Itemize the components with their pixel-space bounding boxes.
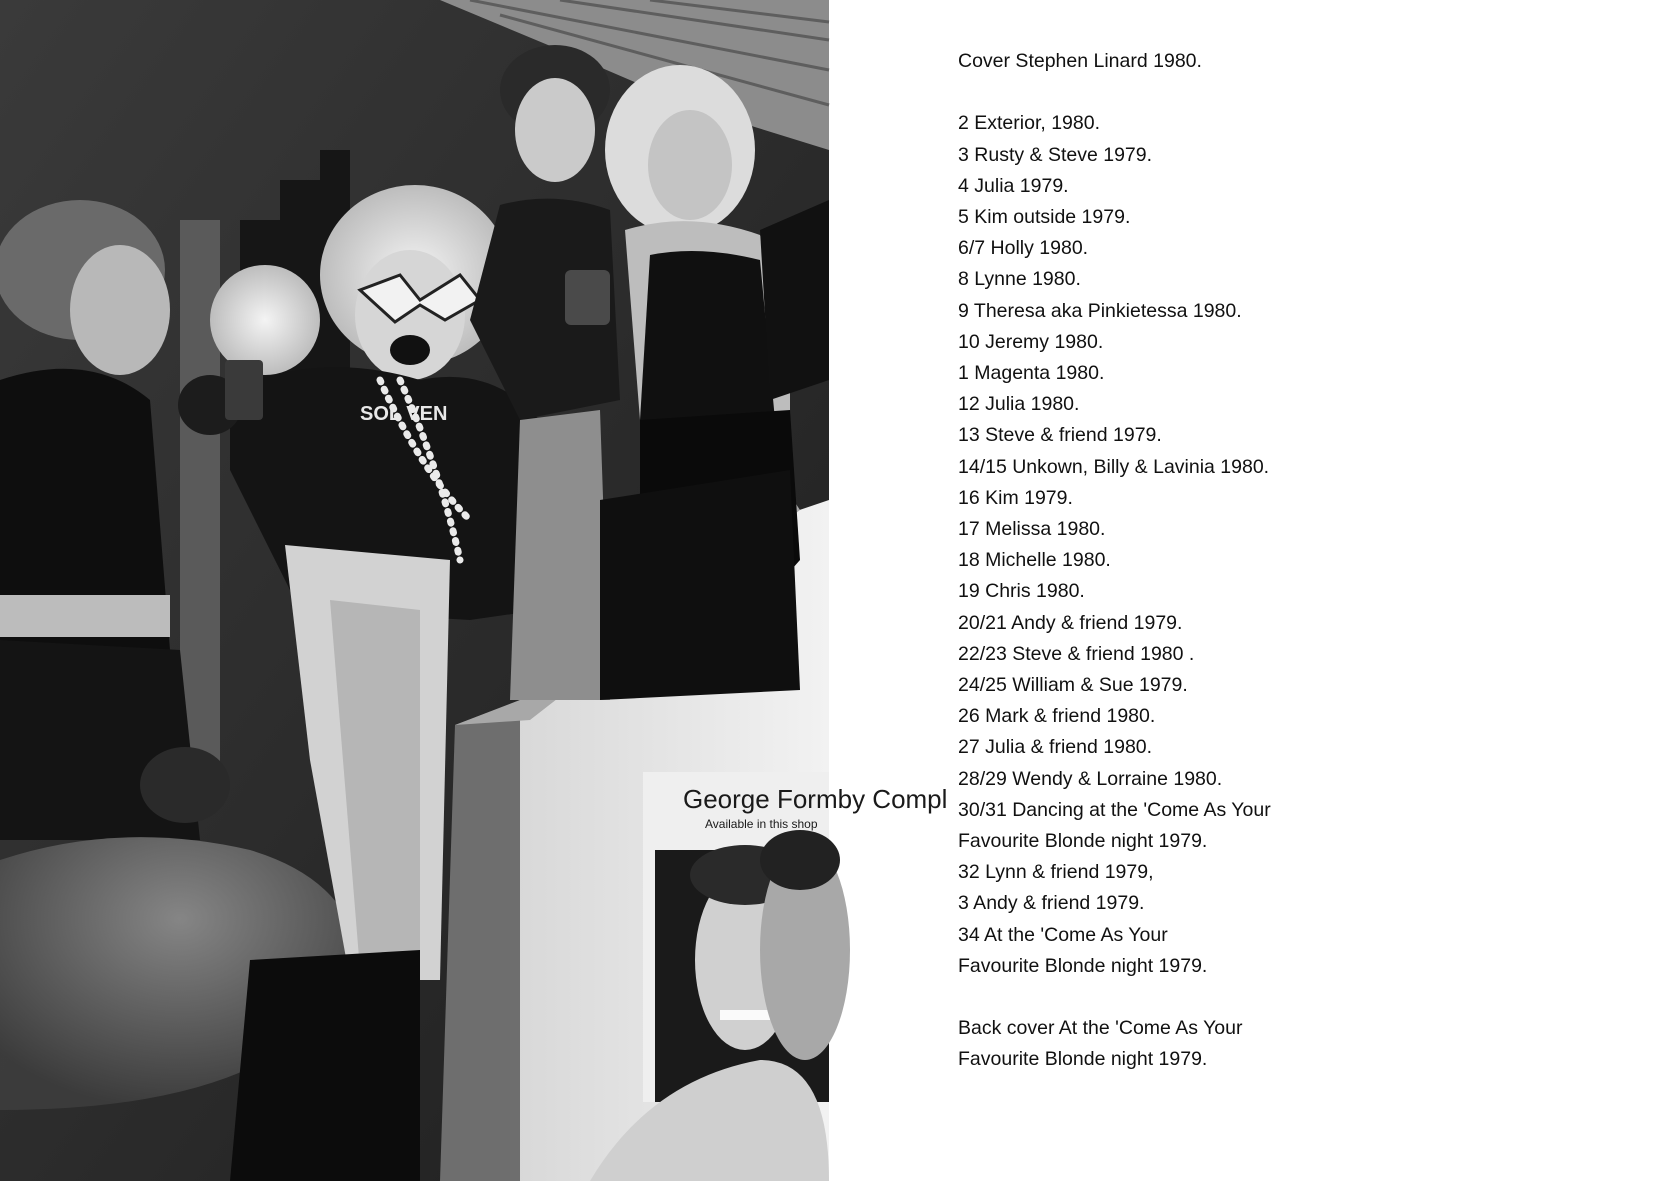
caption-item: 17 Melissa 1980.	[958, 518, 1106, 541]
caption-item: 32 Lynn & friend 1979,	[958, 861, 1154, 884]
caption-item: 22/23 Steve & friend 1980 .	[958, 642, 1195, 665]
caption-list	[958, 46, 1598, 1076]
caption-back-cover-continued: Favourite Blonde night 1979.	[958, 1048, 1208, 1071]
caption-item: 12 Julia 1980.	[958, 393, 1080, 416]
caption-item: 30/31 Dancing at the 'Come As Your	[958, 798, 1271, 821]
caption-item: Favourite Blonde night 1979.	[958, 830, 1208, 853]
caption-item: 19 Chris 1980.	[958, 580, 1085, 603]
shirt-lettering: SOL VEN	[360, 403, 448, 425]
caption-item: 6/7 Holly 1980.	[958, 237, 1089, 260]
caption-item: 10 Jeremy 1980.	[958, 330, 1104, 353]
caption-item: 3 Andy & friend 1979.	[958, 892, 1145, 915]
caption-item: 14/15 Unkown, Billy & Lavinia 1980.	[958, 455, 1270, 478]
caption-item: Favourite Blonde night 1979.	[958, 954, 1208, 977]
caption-item: 34 At the 'Come As Your	[958, 923, 1168, 946]
caption-cover: Cover Stephen Linard 1980.	[958, 50, 1202, 72]
caption-item: 24/25 William & Sue 1979.	[958, 674, 1188, 697]
caption-item: 4 Julia 1979.	[958, 174, 1069, 197]
caption-item: 20/21 Andy & friend 1979.	[958, 611, 1183, 634]
caption-item: 2 Exterior, 1980.	[958, 112, 1101, 135]
caption-item: 5 Kim outside 1979.	[958, 206, 1131, 228]
caption-item: 16 Kim 1979.	[958, 486, 1073, 509]
poster-title: George Formby Compl	[683, 784, 948, 814]
caption-item: 9 Theresa aka Pinkietessa 1980.	[958, 299, 1242, 322]
caption-item: 8 Lynne 1980.	[958, 268, 1081, 291]
caption-item: 13 Steve & friend 1979.	[958, 424, 1162, 447]
caption-item: 26 Mark & friend 1980.	[958, 705, 1156, 728]
poster-subtitle: Available in this shop	[705, 817, 818, 831]
caption-item: 18 Michelle 1980.	[958, 549, 1111, 572]
caption-item: 27 Julia & friend 1980.	[958, 736, 1153, 759]
caption-back-cover: Back cover At the 'Come As Your	[958, 1017, 1243, 1040]
caption-item: 1 Magenta 1980.	[958, 362, 1105, 385]
caption-item: 28/29 Wendy & Lorraine 1980.	[958, 767, 1223, 790]
caption-item: 3 Rusty & Steve 1979.	[958, 143, 1153, 166]
